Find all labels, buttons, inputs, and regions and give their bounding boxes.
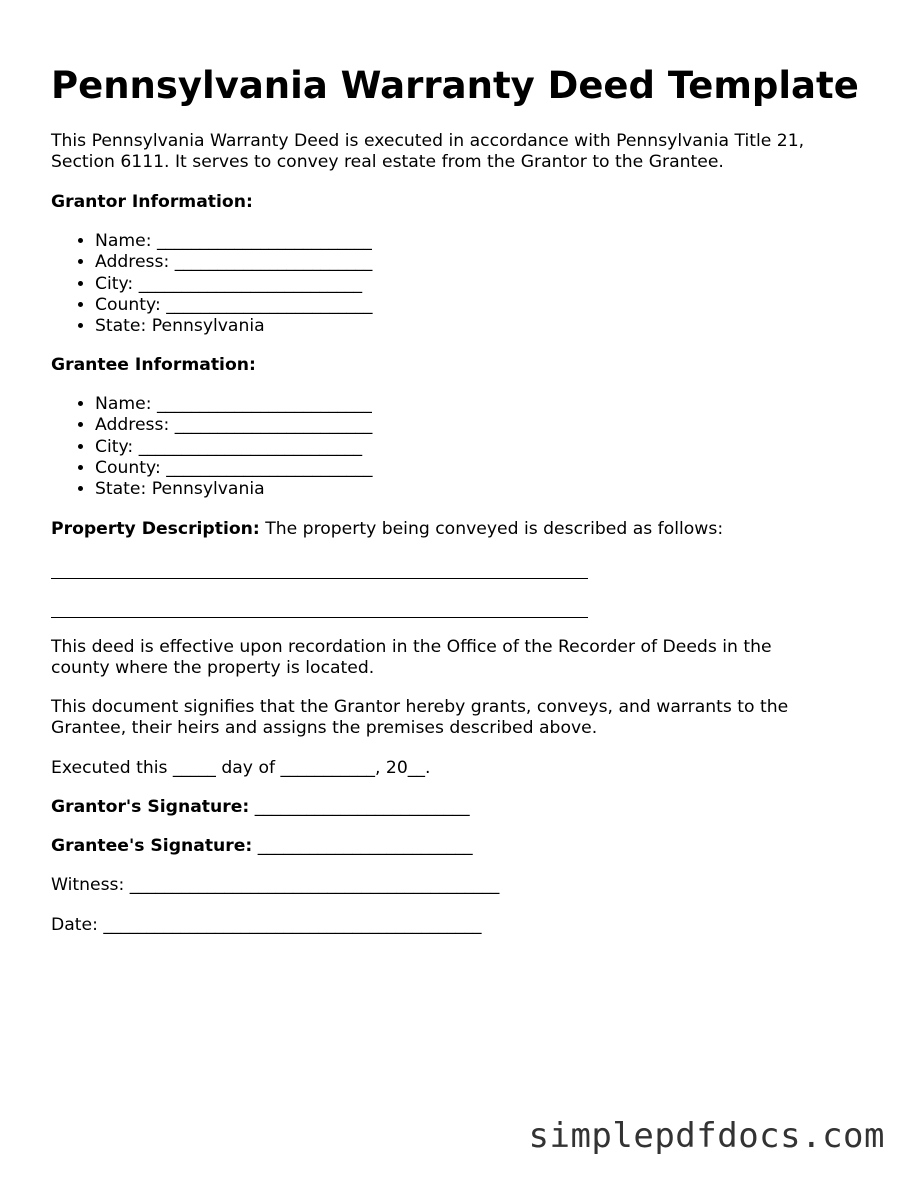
grantor-signature-blank: _________________________ xyxy=(249,797,470,817)
grantor-signature-line xyxy=(51,797,470,819)
intro-line-1: This Pennsylvania Warranty Deed is executed in accordance with Pennsylvania Title 21, xyxy=(51,131,805,151)
grantor-city-field: • City: __________________________ xyxy=(95,274,372,295)
grantor-signature-label: Grantor's Signature: xyxy=(51,797,250,817)
grantee-address-field: • Address: _______________________ xyxy=(95,415,372,436)
grantee-signature-line xyxy=(51,836,473,858)
grantee-signature-blank: _________________________ xyxy=(252,836,473,856)
grantee-county-field: • County: ________________________ xyxy=(95,458,372,479)
effective-line-2: county where the property is located. xyxy=(51,658,375,678)
grantor-address-field: • Address: _______________________ xyxy=(95,252,372,273)
grantee-field-list xyxy=(51,394,372,500)
property-description xyxy=(51,519,723,541)
grantor-state-field: • State: Pennsylvania xyxy=(95,316,372,337)
signifies-line-2: Grantee, their heirs and assigns the premises described above. xyxy=(51,718,598,738)
property-description-label: Property Description: xyxy=(51,519,260,539)
signifies-line-1: This document signifies that the Grantor hereby grants, conveys, and warrants to the xyxy=(51,697,789,717)
property-description-text: The property being conveyed is described as follows: xyxy=(259,519,724,539)
grantee-state-field: • State: Pennsylvania xyxy=(95,479,372,500)
property-description-line-2 xyxy=(51,617,588,618)
grantee-heading: Grantee Information: xyxy=(51,355,256,375)
grantor-county-field: • County: ________________________ xyxy=(95,295,372,316)
date-line: Date: ____________________________________________ xyxy=(51,915,482,935)
grantee-name-field: • Name: _________________________ xyxy=(95,394,372,415)
property-description-line-1 xyxy=(51,578,588,579)
grantee-signature-label: Grantee's Signature: xyxy=(51,836,253,856)
grantor-field-list xyxy=(51,231,372,337)
grantor-name-field: • Name: _________________________ xyxy=(95,231,372,252)
grantee-city-field: • City: __________________________ xyxy=(95,437,372,458)
effective-line-1: This deed is effective upon recordation in the Office of the Recorder of Deeds in the xyxy=(51,637,772,657)
grantor-heading: Grantor Information: xyxy=(51,192,253,212)
page-title: Pennsylvania Warranty Deed Template xyxy=(51,64,859,107)
footer-watermark: simplepdfdocs.com xyxy=(528,1116,885,1156)
witness-line: Witness: ___________________________________________ xyxy=(51,875,500,895)
executed-date-line: Executed this _____ day of ___________, 20__. xyxy=(51,758,431,778)
intro-line-2: Section 6111. It serves to convey real estate from the Grantor to the Grantee. xyxy=(51,152,724,172)
